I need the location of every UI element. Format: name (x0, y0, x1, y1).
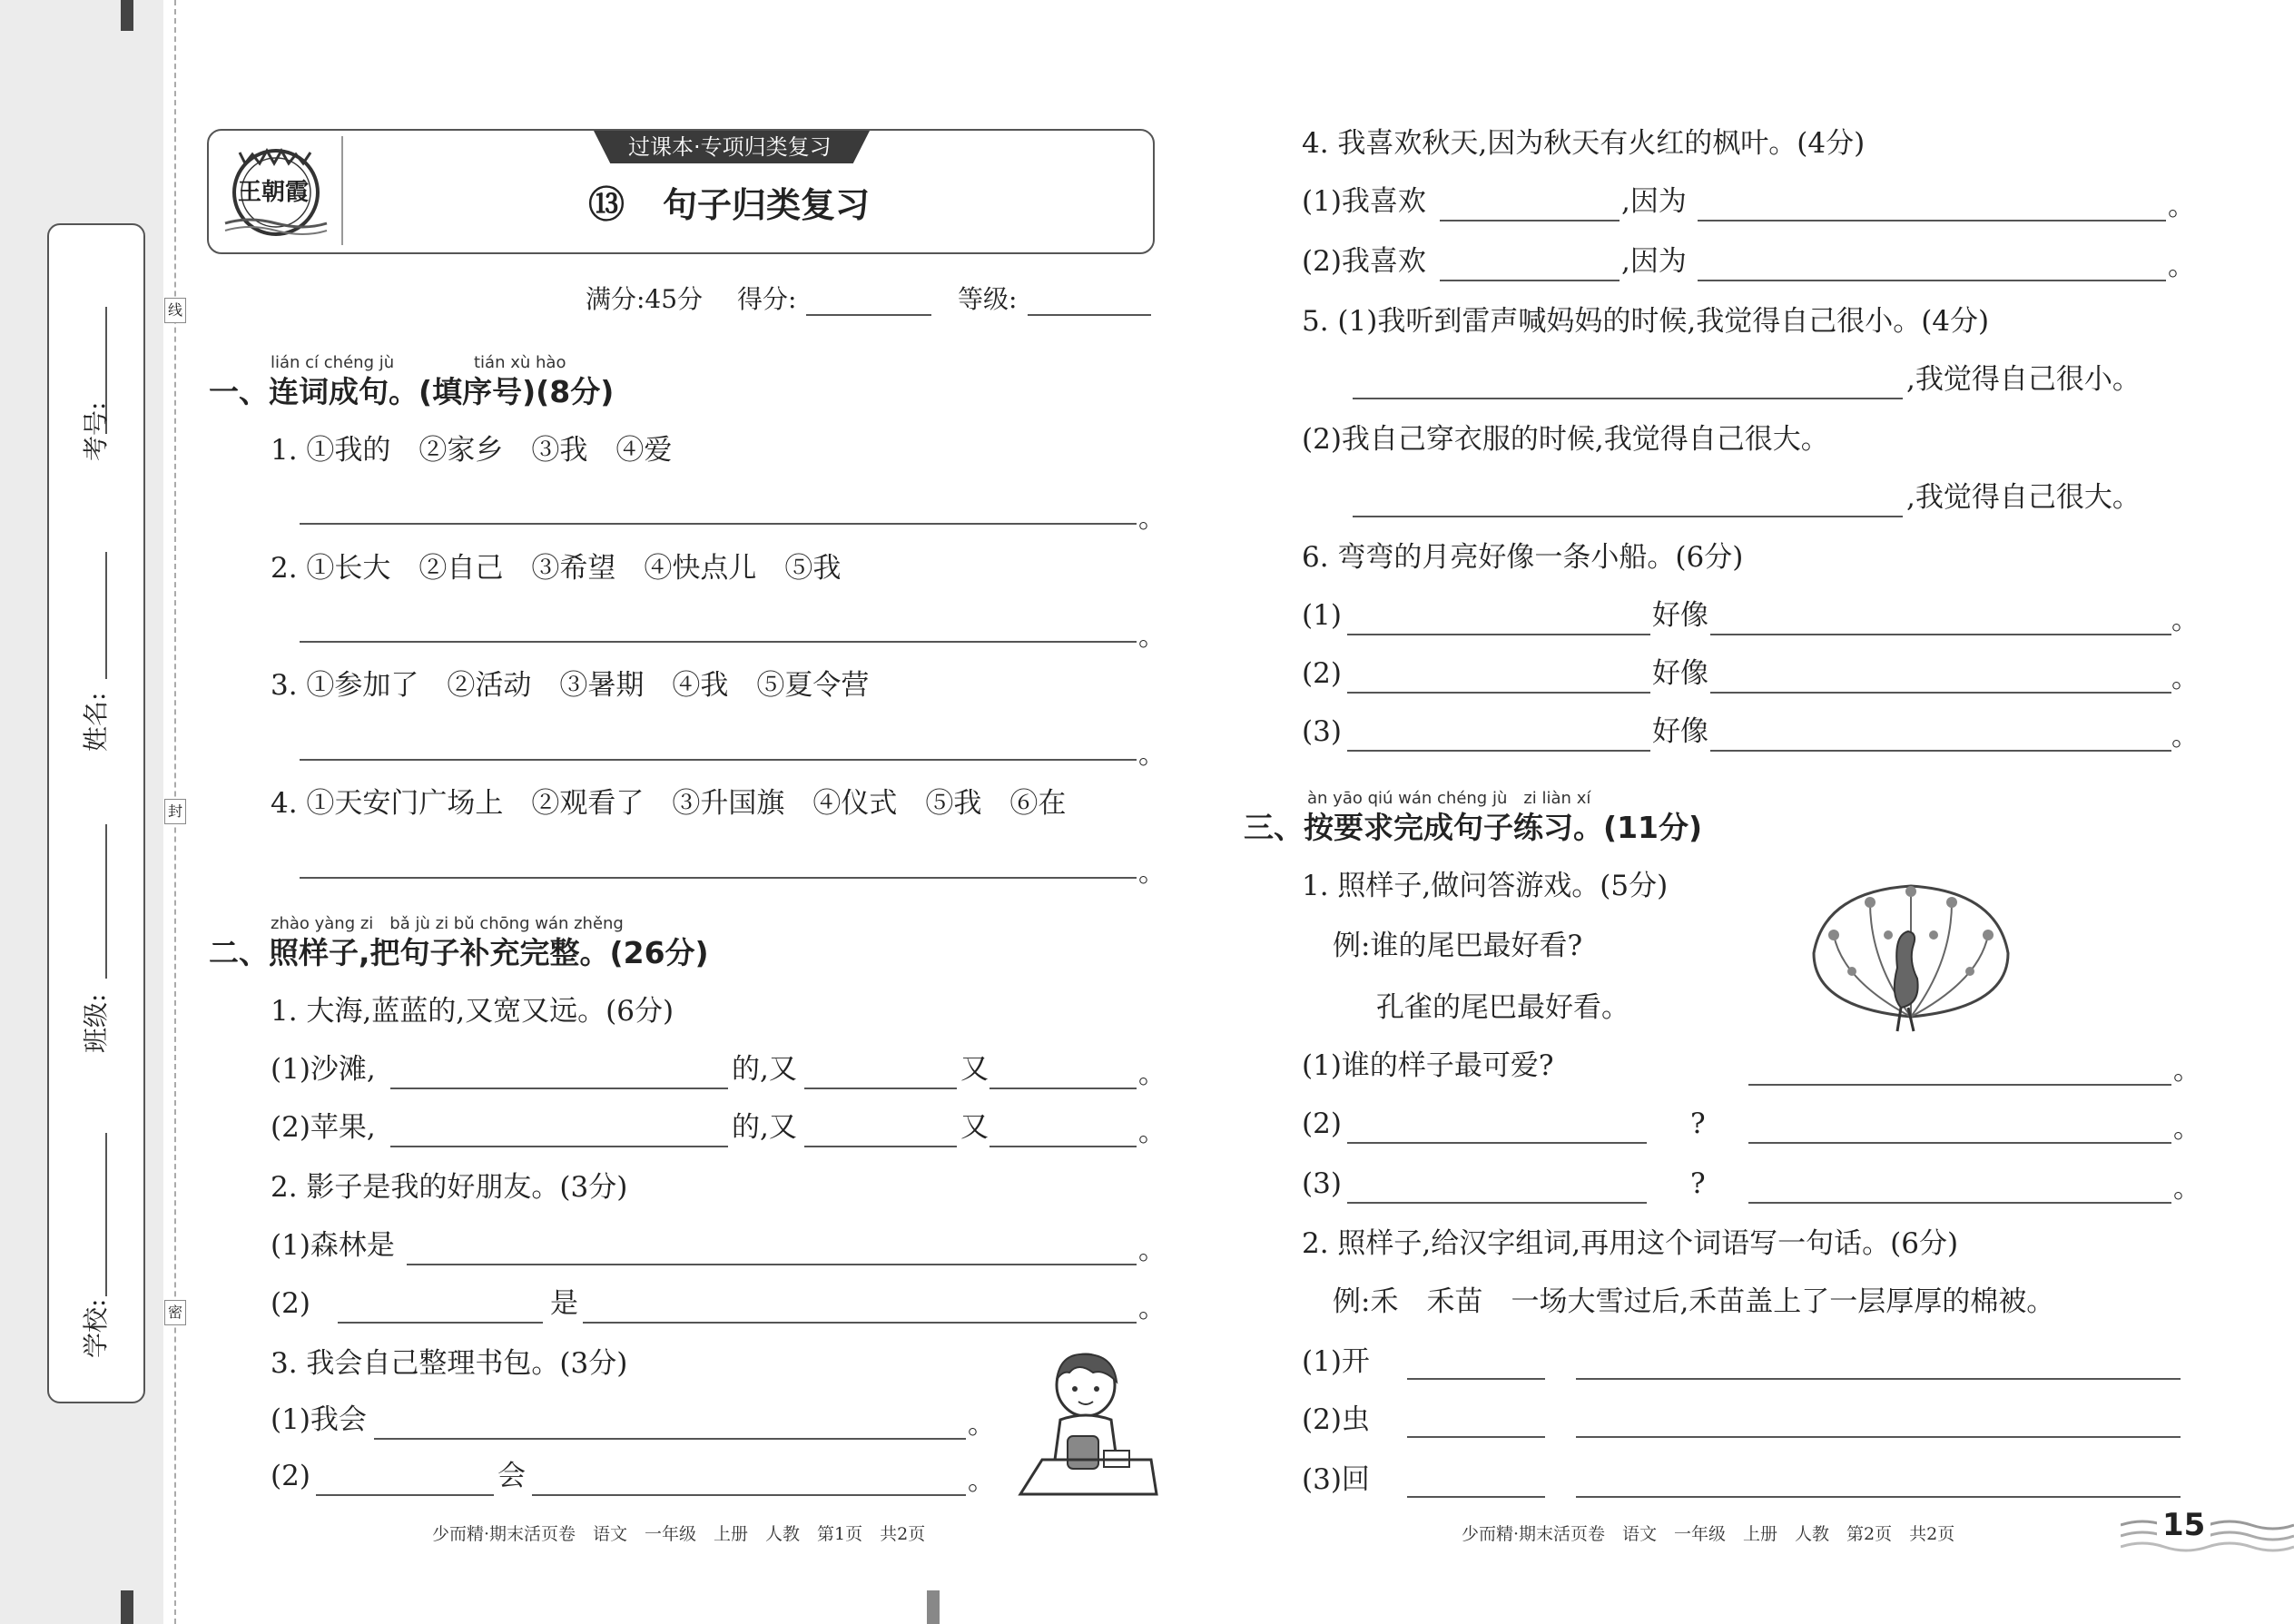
school-line[interactable] (105, 1133, 107, 1296)
id-label: 考号: (81, 401, 111, 461)
answer-line[interactable] (1698, 280, 2166, 281)
section-1-title: 一、连词成句。(填序号)(8分) (209, 374, 615, 409)
period: 。 (1138, 1058, 1166, 1090)
section-3-pinyin: àn yāo qiú wán chéng jù zi liàn xí (1307, 789, 1591, 808)
footer-right: 少而精·期末活页卷 语文 一年级 上册 人教 第2页 共2页 (1462, 1524, 1955, 1544)
question-3-2: 2. 照样子,给汉字组词,再用这个词语写一句话。(6分) (1302, 1227, 1959, 1260)
like-text: 好像 (1652, 657, 1708, 690)
question-2-2b: (2) (271, 1287, 310, 1320)
de-you-text: 的,又 (732, 1111, 797, 1144)
question-mark: ? (1690, 1167, 1706, 1200)
answer-line[interactable] (1748, 1142, 2171, 1144)
answer-line[interactable] (1347, 750, 1650, 752)
period: 。 (2173, 1113, 2200, 1145)
question-2-1: 1. 大海,蓝蓝的,又宽又远。(6分) (271, 995, 674, 1028)
answer-line[interactable] (1710, 750, 2171, 752)
answer-line[interactable] (300, 523, 1137, 525)
word-line[interactable] (1407, 1436, 1545, 1438)
page-number: 15 (2157, 1507, 2210, 1543)
because-text: ,因为 (1621, 185, 1687, 218)
answer-line[interactable] (300, 759, 1137, 761)
question-3-1c: (3) (1302, 1167, 1342, 1200)
question-3-2a: (1)开 (1302, 1345, 1370, 1378)
peacock-illustration (1807, 881, 2015, 1035)
answer-line[interactable] (583, 1322, 1137, 1324)
example-2: 例:禾 禾苗 一场大雪过后,禾苗盖上了一层厚厚的棉被。 (1333, 1285, 2055, 1318)
answer-line[interactable] (1748, 1084, 2171, 1086)
footer-left: 少而精·期末活页卷 语文 一年级 上册 人教 第1页 共2页 (432, 1524, 926, 1544)
word-line[interactable] (1407, 1378, 1545, 1380)
question-1-3: 3. ①参加了 ②活动 ③暑期 ④我 ⑤夏令营 (271, 669, 870, 702)
answer-line[interactable] (316, 1494, 494, 1496)
header-box (207, 129, 1155, 254)
answer-line[interactable] (989, 1088, 1137, 1089)
period: 。 (968, 1409, 995, 1441)
answer-line[interactable] (407, 1264, 1137, 1265)
period: 。 (2168, 251, 2195, 282)
because-text: ,因为 (1621, 245, 1687, 278)
period: 。 (1138, 503, 1166, 535)
answer-line[interactable] (804, 1088, 957, 1089)
answer-line[interactable] (300, 877, 1137, 879)
sentence-line[interactable] (1576, 1436, 2181, 1438)
question-3-2c: (3)回 (1302, 1463, 1370, 1496)
hui-text: 会 (497, 1460, 526, 1492)
answer-line[interactable] (1710, 634, 2171, 635)
period: 。 (968, 1465, 995, 1497)
question-2-4b: (2)我喜欢 (1302, 245, 1426, 278)
question-2-5b: (2)我自己穿衣服的时候,我觉得自己很大。 (1302, 423, 1829, 456)
class-line[interactable] (105, 824, 107, 979)
question-3-1a: (1)谁的样子最可爱? (1302, 1049, 1554, 1082)
question-2-3a: (1)我会 (271, 1403, 367, 1436)
class-label: 班级: (81, 993, 111, 1053)
period: 。 (2171, 605, 2199, 636)
answer-line[interactable] (1347, 692, 1650, 694)
crop-mark (121, 0, 133, 31)
answer-line[interactable] (1440, 280, 1620, 281)
you-text: 又 (960, 1111, 989, 1144)
grade-label: 等级: (958, 284, 1018, 314)
section-1-pinyin: lián cí chéng jù (271, 353, 395, 372)
school-label: 学校: (81, 1298, 111, 1358)
score-field[interactable] (806, 314, 931, 316)
sentence-line[interactable] (1576, 1378, 2181, 1380)
question-mark: ? (1690, 1107, 1706, 1140)
period: 。 (1138, 1117, 1166, 1148)
answer-line[interactable] (804, 1146, 957, 1147)
question-3-1: 1. 照样子,做问答游戏。(5分) (1302, 870, 1669, 902)
full-score: 满分:45分 (586, 284, 704, 314)
period: 。 (2173, 1055, 2200, 1087)
section-1-pinyin: tián xù hào (474, 353, 566, 372)
answer-line[interactable] (390, 1088, 728, 1089)
question-1-4: 4. ①天安门广场上 ②观看了 ③升国旗 ④仪式 ⑤我 ⑥在 (271, 787, 1067, 820)
score-label: 得分: (737, 284, 797, 314)
binding-mark: 密 (164, 1300, 186, 1325)
answer-line[interactable] (338, 1322, 543, 1324)
answer-line[interactable] (1347, 634, 1650, 635)
question-2-6c: (3) (1302, 715, 1342, 748)
question-1-1: 1. ①我的 ②家乡 ③我 ④爱 (271, 434, 673, 467)
de-you-text: 的,又 (732, 1053, 797, 1086)
series-label: 过课本·专项归类复习 (628, 134, 832, 160)
period: 。 (2168, 191, 2195, 222)
ending-big: ,我觉得自己很大。 (1906, 481, 2141, 514)
like-text: 好像 (1652, 599, 1708, 632)
period: 。 (1138, 1293, 1166, 1324)
like-text: 好像 (1652, 715, 1708, 748)
question-3-1b: (2) (1302, 1107, 1342, 1140)
answer-line[interactable] (1440, 220, 1620, 221)
question-2-3b: (2) (271, 1460, 310, 1492)
answer-line[interactable] (1353, 398, 1903, 399)
question-2-6b: (2) (1302, 657, 1342, 690)
question-2-3: 3. 我会自己整理书包。(3分) (271, 1347, 628, 1380)
answer-line[interactable] (989, 1146, 1137, 1147)
answer-line[interactable] (1347, 1142, 1647, 1144)
name-label: 姓名: (81, 692, 111, 752)
period: 。 (1138, 857, 1166, 889)
answer-line[interactable] (300, 641, 1137, 643)
period: 。 (2171, 663, 2199, 694)
binding-mark: 线 (164, 298, 186, 323)
question-2-2a: (1)森林是 (271, 1229, 395, 1262)
question-2-5a: 5. (1)我听到雷声喊妈妈的时候,我觉得自己很小。(4分) (1302, 305, 1990, 338)
page-title: 句子归类复习 (663, 185, 871, 225)
student-info-box (47, 223, 145, 1403)
logo (222, 136, 330, 245)
question-2-2: 2. 影子是我的好朋友。(3分) (271, 1171, 628, 1204)
section-3-title: 三、按要求完成句子练习。(11分) (1244, 810, 1703, 845)
ending-small: ,我觉得自己很小。 (1906, 363, 2141, 396)
crop-mark (927, 1590, 940, 1624)
period: 。 (2173, 1173, 2200, 1205)
question-2-6a: (1) (1302, 599, 1342, 632)
question-2-6: 6. 弯弯的月亮好像一条小船。(6分) (1302, 541, 1744, 574)
answer-line[interactable] (532, 1494, 966, 1496)
answer-line[interactable] (390, 1146, 728, 1147)
question-2-1b: (2)苹果, (271, 1111, 376, 1144)
section-2-pinyin: zhào yàng zi bǎ jù zi bǔ chōng wán zhěng (271, 914, 624, 933)
question-2-1a: (1)沙滩, (271, 1053, 376, 1086)
question-2-4a: (1)我喜欢 (1302, 185, 1426, 218)
question-2-4: 4. 我喜欢秋天,因为秋天有火红的枫叶。(4分) (1302, 127, 1866, 160)
crop-mark (121, 1590, 133, 1624)
you-text: 又 (960, 1053, 989, 1086)
word-line[interactable] (1407, 1496, 1545, 1498)
answer-line[interactable] (1347, 1202, 1647, 1204)
answer-line[interactable] (1698, 220, 2166, 221)
logo-divider (341, 136, 343, 245)
question-3-2b: (2)虫 (1302, 1403, 1370, 1436)
lesson-number: ⑬ (588, 183, 625, 226)
answer-line[interactable] (374, 1438, 966, 1440)
example-question: 例:谁的尾巴最好看? (1333, 930, 1583, 962)
sentence-line[interactable] (1576, 1496, 2181, 1498)
answer-line[interactable] (1748, 1202, 2171, 1204)
period: 。 (1138, 739, 1166, 771)
period: 。 (1138, 1235, 1166, 1266)
section-2-title: 二、照样子,把句子补充完整。(26分) (209, 935, 709, 970)
period: 。 (2171, 721, 2199, 753)
binding-mark: 封 (164, 799, 186, 824)
period: 。 (1138, 621, 1166, 653)
answer-line[interactable] (1353, 516, 1903, 517)
grade-field[interactable] (1028, 314, 1151, 316)
answer-line[interactable] (1710, 692, 2171, 694)
boy-packing-bag-illustration (1015, 1349, 1160, 1498)
logo-text: 王朝霞 (238, 179, 310, 206)
shi-text: 是 (550, 1287, 578, 1320)
name-line[interactable] (105, 552, 107, 679)
example-answer: 孔雀的尾巴最好看。 (1376, 991, 1629, 1024)
question-1-2: 2. ①长大 ②自己 ③希望 ④快点儿 ⑤我 (271, 552, 842, 585)
